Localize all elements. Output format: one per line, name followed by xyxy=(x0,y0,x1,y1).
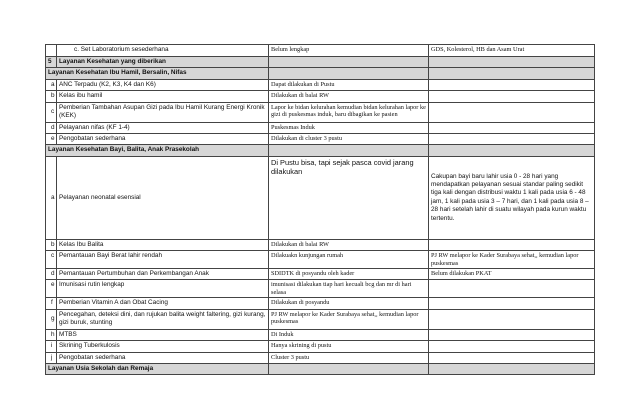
document-page xyxy=(45,44,594,375)
status-cell: Lapor ke bidan kelurahan kemudian bidan kelurahan lapor ke gizi di puskesmas induk, baru dibagikan ke pasien xyxy=(269,102,429,122)
row-number: f xyxy=(46,298,57,309)
item-cell: Kelas ibu hamil xyxy=(57,91,269,102)
group-title: Layanan Usia Sekolah dan Remaja xyxy=(46,363,269,374)
row-number: a xyxy=(46,79,57,90)
table-row xyxy=(46,79,595,90)
status-cell: Dapat dilakukan di Pustu xyxy=(269,79,429,90)
empty-cell xyxy=(429,363,595,374)
item-cell: ANC Terpadu (K2, K3, K4 dan K6) xyxy=(57,79,269,90)
note-cell xyxy=(429,309,595,329)
status-cell: Belum lengkap xyxy=(269,45,429,57)
note-cell: Belum dilakukan PKAT xyxy=(429,269,595,280)
item-cell: Pengobatan sederhana xyxy=(57,134,269,145)
note-cell: GDS, Kolesterol, HB dan Asam Urat xyxy=(429,45,595,57)
empty-cell xyxy=(429,68,595,79)
status-cell: Dilakukan di cluster 3 pustu xyxy=(269,134,429,145)
table-row xyxy=(46,45,595,57)
table-row xyxy=(46,309,595,329)
note-cell xyxy=(429,329,595,340)
row-number: h xyxy=(46,329,57,340)
table-row xyxy=(46,329,595,340)
status-cell: imunisasi dilakukan tiap hari kecuali bcg dan mr di hari selasa xyxy=(269,280,429,298)
table-row xyxy=(46,91,595,102)
note-cell: PJ RW melapor ke Kader Surabaya sehat,, kemudian lapor puskesmas xyxy=(429,251,595,269)
row-number: a xyxy=(46,156,57,239)
row-number: b xyxy=(46,239,57,250)
status-cell: Cluster 3 pustu xyxy=(269,352,429,363)
table-row xyxy=(46,134,595,145)
empty-cell xyxy=(429,145,595,156)
status-cell: Puskesmas Induk xyxy=(269,122,429,133)
status-cell: Di Induk xyxy=(269,329,429,340)
service-table xyxy=(45,44,595,375)
status-cell: Dilakuakn kunjungan rumah xyxy=(269,251,429,269)
table-row xyxy=(46,156,595,239)
status-cell: Hanya skrining di pustu xyxy=(269,341,429,352)
table-row xyxy=(46,298,595,309)
row-number: c xyxy=(46,102,57,122)
row-number: i xyxy=(46,341,57,352)
status-cell: SDIDTK di posyandu oleh kader xyxy=(269,269,429,280)
empty-cell xyxy=(269,363,429,374)
row-number: b xyxy=(46,91,57,102)
empty-cell xyxy=(429,57,595,68)
status-cell: Di Pustu bisa, tapi sejak pasca covid jarang dilakukan xyxy=(269,156,429,239)
table-row xyxy=(46,102,595,122)
table-row xyxy=(46,122,595,133)
empty-cell xyxy=(269,68,429,79)
row-number: d xyxy=(46,122,57,133)
section-title: Layanan Kesehatan yang diberikan xyxy=(57,57,269,68)
note-cell xyxy=(429,134,595,145)
table-row xyxy=(46,341,595,352)
note-cell xyxy=(429,122,595,133)
status-cell: Dilakukan di balai RW xyxy=(269,91,429,102)
item-cell: Pelayanan nifas (KF 1-4) xyxy=(57,122,269,133)
table-row xyxy=(46,269,595,280)
group-row xyxy=(46,363,595,374)
item-cell: Pengobatan sederhana xyxy=(57,352,269,363)
item-cell: c. Set Laboratorium sesederhana xyxy=(57,45,269,57)
note-cell xyxy=(429,341,595,352)
note-cell xyxy=(429,352,595,363)
item-cell: MTBS xyxy=(57,329,269,340)
item-cell: Skrining Tuberkulosis xyxy=(57,341,269,352)
note-cell xyxy=(429,280,595,298)
section-row xyxy=(46,57,595,68)
note-cell xyxy=(429,91,595,102)
empty-cell xyxy=(269,145,429,156)
group-title: Layanan Kesehatan Ibu Hamil, Bersalin, Nifas xyxy=(46,68,269,79)
row-number: g xyxy=(46,309,57,329)
status-cell: Dilakukan di posyandu xyxy=(269,298,429,309)
row-number: e xyxy=(46,280,57,298)
note-cell xyxy=(429,79,595,90)
note-cell xyxy=(429,239,595,250)
item-cell: Pemberian Vitamin A dan Obat Cacing xyxy=(57,298,269,309)
item-cell: Pemantauan Pertumbuhan dan Perkembangan Anak xyxy=(57,269,269,280)
table-row xyxy=(46,280,595,298)
item-cell: Pemantauan Bayi Berat lahir rendah xyxy=(57,251,269,269)
item-cell: Imunisasi rutin lengkap xyxy=(57,280,269,298)
item-cell: Pencegahan, deteksi dini, dan rujukan balita weight faltering, gizi kurang, gizi buruk, stunting xyxy=(57,309,269,329)
status-cell: Dilakukan di balai RW xyxy=(269,239,429,250)
item-cell: Pelayanan neonatal esensial xyxy=(57,156,269,239)
empty-cell xyxy=(269,57,429,68)
note-cell xyxy=(429,102,595,122)
item-cell: Kelas Ibu Balita xyxy=(57,239,269,250)
group-row xyxy=(46,68,595,79)
group-title: Layanan Kesehatan Bayi, Balita, Anak Prasekolah xyxy=(46,145,269,156)
row-number: d xyxy=(46,269,57,280)
note-cell xyxy=(429,298,595,309)
row-number: e xyxy=(46,134,57,145)
row-number: j xyxy=(46,352,57,363)
group-row xyxy=(46,145,595,156)
table-row xyxy=(46,251,595,269)
note-cell: Cakupan bayi baru lahir usia 0 - 28 hari yang mendapatkan pelayanan sesuai standar paling sedikit tiga kali dengan distribusi waktu 1 kali pada usia 6 - 48 jam, 1 kali pada usia 3 – 7 hari, dan 1 kali pada usia 8 – 28 hari setelah lahir di suatu wilayah pada kurun waktu tertentu. xyxy=(429,156,595,239)
item-cell: Pemberian Tambahan Asupan Gizi pada Ibu Hamil Kurang Energi Kronik (KEK) xyxy=(57,102,269,122)
section-number: 5 xyxy=(46,57,57,68)
row-number: c xyxy=(46,251,57,269)
table-row xyxy=(46,352,595,363)
row-number xyxy=(46,45,57,57)
status-cell: PJ RW melapor ke Kader Surabaya sehat,, kemudian lapor puskesmas xyxy=(269,309,429,329)
table-row xyxy=(46,239,595,250)
